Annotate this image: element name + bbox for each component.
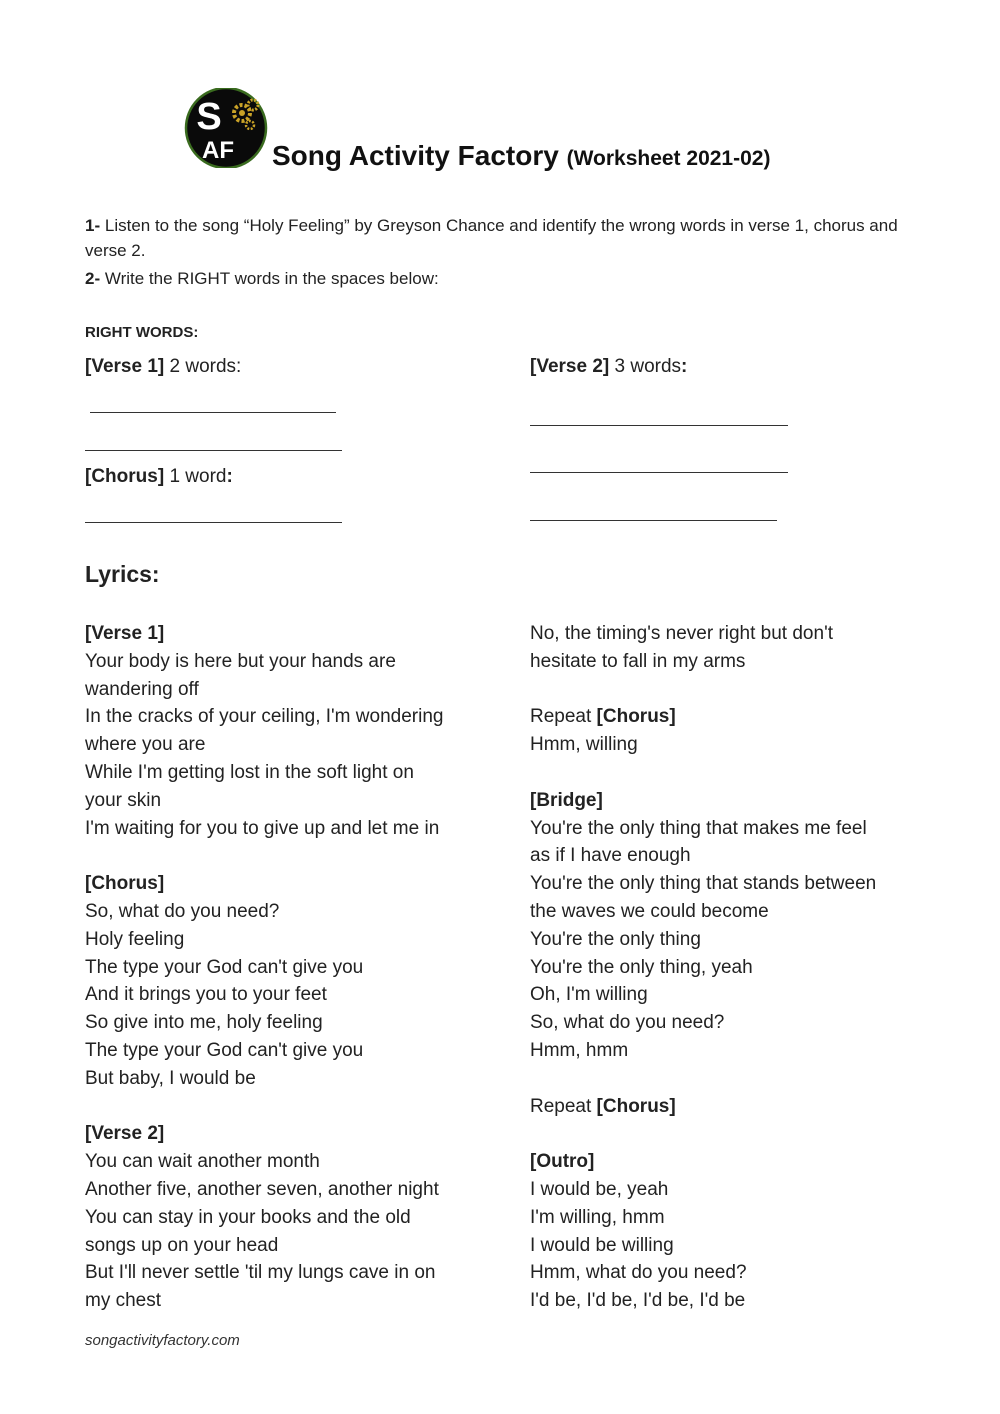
lyric-line: But I'll never settle 'til my lungs cave in on bbox=[85, 1262, 436, 1284]
lyric-line: hesitate to fall in my arms bbox=[530, 650, 746, 672]
lyric-line: wandering off bbox=[85, 678, 199, 700]
verse1-answer-blank-1[interactable] bbox=[90, 412, 336, 413]
lyric-line: my chest bbox=[85, 1290, 162, 1312]
lyric-line: Another five, another seven, another night bbox=[85, 1178, 439, 1200]
worksheet-subtitle: (Worksheet 2021-02) bbox=[566, 147, 771, 170]
lyric-line: No, the timing's never right but don't bbox=[530, 623, 833, 644]
lyric-line: Hmm, willing bbox=[530, 734, 638, 756]
verse2-answer-blank-2[interactable] bbox=[530, 472, 788, 473]
lyric-line: The type your God can't give you bbox=[85, 956, 364, 978]
lyric-line: Hmm, hmm bbox=[530, 1039, 629, 1061]
right-words-label: RIGHT WORDS: bbox=[85, 324, 199, 341]
lyric-line: Oh, I'm willing bbox=[530, 984, 648, 1006]
logo-letter-s: S bbox=[196, 96, 222, 138]
footer-url: songactivityfactory.com bbox=[85, 1332, 240, 1349]
lyric-line: I would be willing bbox=[530, 1234, 674, 1256]
lyric-line: So, what do you need? bbox=[85, 900, 280, 922]
section-heading: [Verse 2] bbox=[85, 1123, 165, 1145]
section-heading: [Chorus] bbox=[85, 873, 165, 895]
lyric-line: And it brings you to your feet bbox=[85, 984, 327, 1006]
lyric-line: You can stay in your books and the old bbox=[85, 1206, 411, 1228]
lyric-line: I'm waiting for you to give up and let me in bbox=[85, 817, 440, 839]
lyric-line: where you are bbox=[85, 734, 206, 756]
chorus-answer-label: [Chorus] 1 word: bbox=[85, 466, 233, 487]
lyric-line: Your body is here but your hands are bbox=[85, 650, 396, 672]
page-title: Song Activity Factory (Worksheet 2021-02) bbox=[272, 140, 771, 171]
lyric-line: So, what do you need? bbox=[530, 1012, 725, 1034]
blank-line bbox=[85, 842, 443, 870]
section-heading: [Outro] bbox=[530, 1151, 595, 1173]
lyric-line: You're the only thing that makes me feel bbox=[530, 817, 867, 839]
logo-letters-af: AF bbox=[201, 137, 235, 164]
lyric-line: You're the only thing that stands between bbox=[530, 873, 877, 895]
lyric-line: But baby, I would be bbox=[85, 1067, 256, 1089]
blank-line bbox=[530, 676, 876, 704]
lyric-line: You're the only thing bbox=[530, 928, 701, 950]
blank-line bbox=[530, 759, 876, 787]
verse1-answer-label: [Verse 1] 2 words: bbox=[85, 356, 242, 377]
lyric-line: Repeat [Chorus] bbox=[530, 706, 676, 728]
blank-line bbox=[530, 1120, 876, 1148]
lyric-line: While I'm getting lost in the soft light on bbox=[85, 761, 414, 783]
blank-line bbox=[85, 1093, 443, 1121]
lyric-line: So give into me, holy feeling bbox=[85, 1012, 323, 1034]
lyrics-heading: Lyrics: bbox=[85, 561, 160, 587]
lyrics-right-column bbox=[530, 620, 876, 1315]
lyric-line: You're the only thing, yeah bbox=[530, 956, 753, 978]
lyric-line: The type your God can't give you bbox=[85, 1039, 364, 1061]
verse1-answer-blank-2[interactable] bbox=[85, 450, 342, 451]
lyric-line: In the cracks of your ceiling, I'm wondering bbox=[85, 706, 444, 728]
blank-line bbox=[530, 1065, 876, 1093]
verse2-answer-blank-3[interactable] bbox=[530, 520, 777, 521]
instruction-2: 2- Write the RIGHT words in the spaces below: bbox=[85, 269, 439, 288]
instruction-1: 1- Listen to the song “Holy Feeling” by Greyson Chance and identify the wrong words in verse 1, chorus and verse 2. bbox=[85, 216, 898, 260]
saf-logo bbox=[184, 88, 270, 168]
lyric-line: I'm willing, hmm bbox=[530, 1206, 665, 1228]
section-heading: [Verse 1] bbox=[85, 623, 165, 644]
verse2-answer-blank-1[interactable] bbox=[530, 425, 788, 426]
lyric-line: as if I have enough bbox=[530, 845, 691, 867]
lyric-line: You can wait another month bbox=[85, 1151, 320, 1173]
lyric-line: your skin bbox=[85, 789, 162, 811]
lyric-line: Holy feeling bbox=[85, 928, 185, 950]
lyric-line: songs up on your head bbox=[85, 1234, 279, 1256]
lyric-line: Hmm, what do you need? bbox=[530, 1262, 747, 1284]
section-heading: [Bridge] bbox=[530, 789, 603, 811]
chorus-answer-blank[interactable] bbox=[85, 522, 342, 523]
lyric-line: I'd be, I'd be, I'd be, I'd be bbox=[530, 1290, 746, 1312]
lyric-line: I would be, yeah bbox=[530, 1178, 669, 1200]
lyric-line: the waves we could become bbox=[530, 900, 769, 922]
lyric-line: Repeat [Chorus] bbox=[530, 1095, 676, 1117]
lyrics-left-column bbox=[85, 620, 443, 1315]
verse2-answer-label: [Verse 2] 3 words: bbox=[530, 356, 688, 377]
